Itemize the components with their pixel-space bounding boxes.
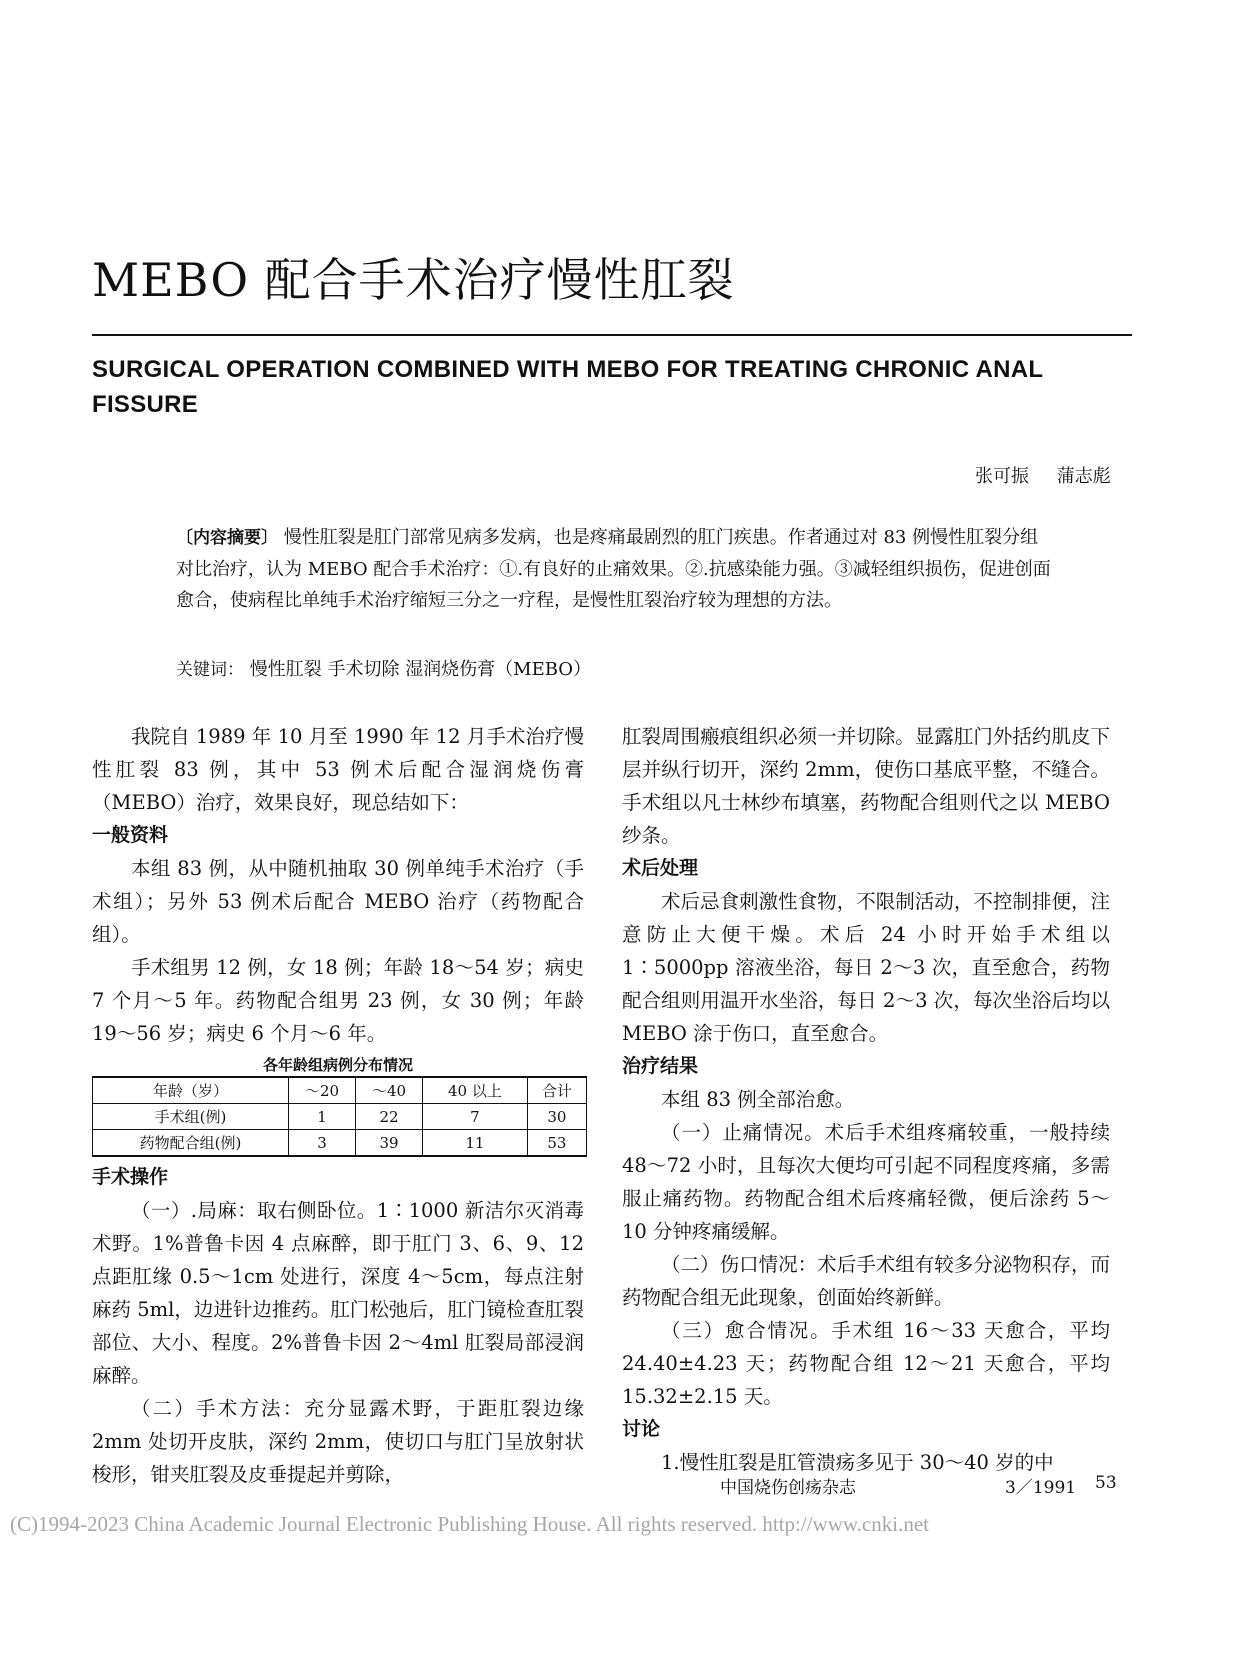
table-cell: 3 xyxy=(289,1130,356,1157)
paragraph: （一）.局麻：取右侧卧位。1∶1000 新洁尔灭消毒术野。1%普鲁卡因 4 点麻醉，即于肛门 3、6、9、12 点距肛缘 0.5～1cm 处进行，深度 4～5cm，每点注射麻药 5ml，边进针边推药。肛门松弛后，肛门镜检查肛裂部位、大小、程度。2%普鲁卡因 2～4ml 肛裂局部浸润麻醉。 xyxy=(92,1199,584,1387)
table-cell: 30 xyxy=(527,1104,586,1130)
table-cell: 39 xyxy=(356,1130,423,1157)
table-cell: 1 xyxy=(289,1104,356,1130)
table-header-row xyxy=(93,1077,587,1104)
section-heading-results: 治疗结果 xyxy=(622,1055,699,1077)
table-cell: 22 xyxy=(356,1104,423,1130)
abstract-label: 〔内容摘要〕 xyxy=(176,528,278,548)
section-heading-discussion: 讨论 xyxy=(622,1418,661,1440)
footer-issue: 3／1991 xyxy=(1005,1478,1077,1498)
table-cell: 手术组(例) xyxy=(93,1104,289,1130)
table-header-cell: 40 以上 xyxy=(423,1077,528,1104)
copyright-watermark: (C)1994-2023 China Academic Journal Electronic Publishing House. All rights reserved. http://www.cnki.net xyxy=(10,1512,929,1536)
table-header-cell: 年龄（岁） xyxy=(93,1077,289,1104)
keywords-label: 关键词： xyxy=(176,660,244,680)
table-row xyxy=(93,1130,587,1157)
abstract xyxy=(176,522,1056,616)
paragraph: 本组 83 例全部治愈。 xyxy=(661,1088,855,1111)
paragraph: 肛裂周围瘢痕组织必须一并切除。显露肛门外括约肌皮下层并纵行切开，深约 2mm，使伤口基底平整，不缝合。手术组以凡士林纱布填塞，药物配合组则代之以 MEBO 纱条。 xyxy=(622,725,1110,847)
age-distribution-table xyxy=(92,1076,587,1157)
section-heading-general: 一般资料 xyxy=(92,824,169,846)
age-distribution-table-block xyxy=(92,1054,584,1157)
table-header-cell: ～40 xyxy=(356,1077,423,1104)
table-cell: 7 xyxy=(423,1104,528,1130)
table-caption: 各年龄组病例分布情况 xyxy=(262,1056,413,1074)
paragraph: 术后忌食刺激性食物，不限制活动，不控制排便，注意防止大便干燥。术后 24 小时开始手术组以 1∶5000pp 溶液坐浴，每日 2～3 次，直至愈合，药物配合组则用温开水坐浴，每日 2～3 次，每次坐浴后均以 MEBO 涂于伤口，直至愈合。 xyxy=(622,890,1110,1045)
table-header-cell: ～20 xyxy=(289,1077,356,1104)
title-rule xyxy=(92,334,1132,336)
right-column xyxy=(622,720,1110,1479)
abstract-text: 慢性肛裂是肛门部常见病多发病，也是疼痛最剧烈的肛门疾患。作者通过对 83 例慢性肛裂分组对比治疗，认为 MEBO 配合手术治疗：①.有良好的止痛效果。②.抗感染能力强。③减轻组织损伤，促进创面愈合，使病程比单纯手术治疗缩短三分之一疗程，是慢性肛裂治疗较为理想的方法。 xyxy=(176,527,1051,611)
section-heading-surgery: 手术操作 xyxy=(92,1166,169,1188)
paragraph: （二）伤口情况：术后手术组有较多分泌物积存，而药物配合组无此现象，创面始终新鲜。 xyxy=(622,1253,1110,1309)
paragraph: 1.慢性肛裂是肛管溃疡多见于 30～40 岁的中 xyxy=(661,1451,1054,1474)
footer-journal-name: 中国烧伤创疡杂志 xyxy=(720,1478,856,1498)
footer-page-number: 53 xyxy=(1095,1473,1117,1493)
paragraph: （三）愈合情况。手术组 16～33 天愈合，平均 24.40±4.23 天；药物配合组 12～21 天愈合，平均 15.32±2.15 天。 xyxy=(622,1319,1110,1408)
article-title: MEBO 配合手术治疗慢性肛裂 xyxy=(92,253,735,307)
keywords-text: 慢性肛裂 手术切除 湿润烧伤膏（MEBO） xyxy=(249,659,592,680)
table-header-cell: 合计 xyxy=(527,1077,586,1104)
paragraph: （二）手术方法：充分显露术野，于距肛裂边缘 2mm 处切开皮肤，深约 2mm，使切口与肛门呈放射状梭形，钳夹肛裂及皮垂提起并剪除， xyxy=(92,1397,584,1486)
paragraph: 本组 83 例，从中随机抽取 30 例单纯手术治疗（手术组）；另外 53 例术后配合 MEBO 治疗（药物配合组）。 xyxy=(92,857,584,946)
table-cell: 53 xyxy=(527,1130,586,1157)
paragraph: （一）止痛情况。术后手术组疼痛较重，一般持续 48～72 小时，且每次大便均可引起不同程度疼痛，多需服止痛药物。药物配合组术后疼痛轻微，便后涂药 5～10 分钟疼痛缓解。 xyxy=(622,1121,1110,1243)
english-title: SURGICAL OPERATION COMBINED WITH MEBO FOR TREATING CHRONIC ANAL FISSURE xyxy=(92,356,1043,418)
intro-paragraph: 我院自 1989 年 10 月至 1990 年 12 月手术治疗慢性肛裂 83 例，其中 53 例术后配合湿润烧伤膏（MEBO）治疗，效果良好，现总结如下： xyxy=(92,725,584,814)
left-column xyxy=(92,720,584,1491)
table-row xyxy=(93,1104,587,1130)
keywords xyxy=(176,655,1056,681)
paragraph: 手术组男 12 例，女 18 例；年龄 18～54 岁；病史 7 个月～5 年。药物配合组男 23 例，女 30 例；年龄 19～56 岁；病史 6 个月～6 年。 xyxy=(92,956,584,1045)
table-cell: 药物配合组(例) xyxy=(93,1130,289,1157)
table-cell: 11 xyxy=(423,1130,528,1157)
section-heading-postop: 术后处理 xyxy=(622,857,699,879)
authors: 张可振 蒲志彪 xyxy=(975,466,1111,487)
